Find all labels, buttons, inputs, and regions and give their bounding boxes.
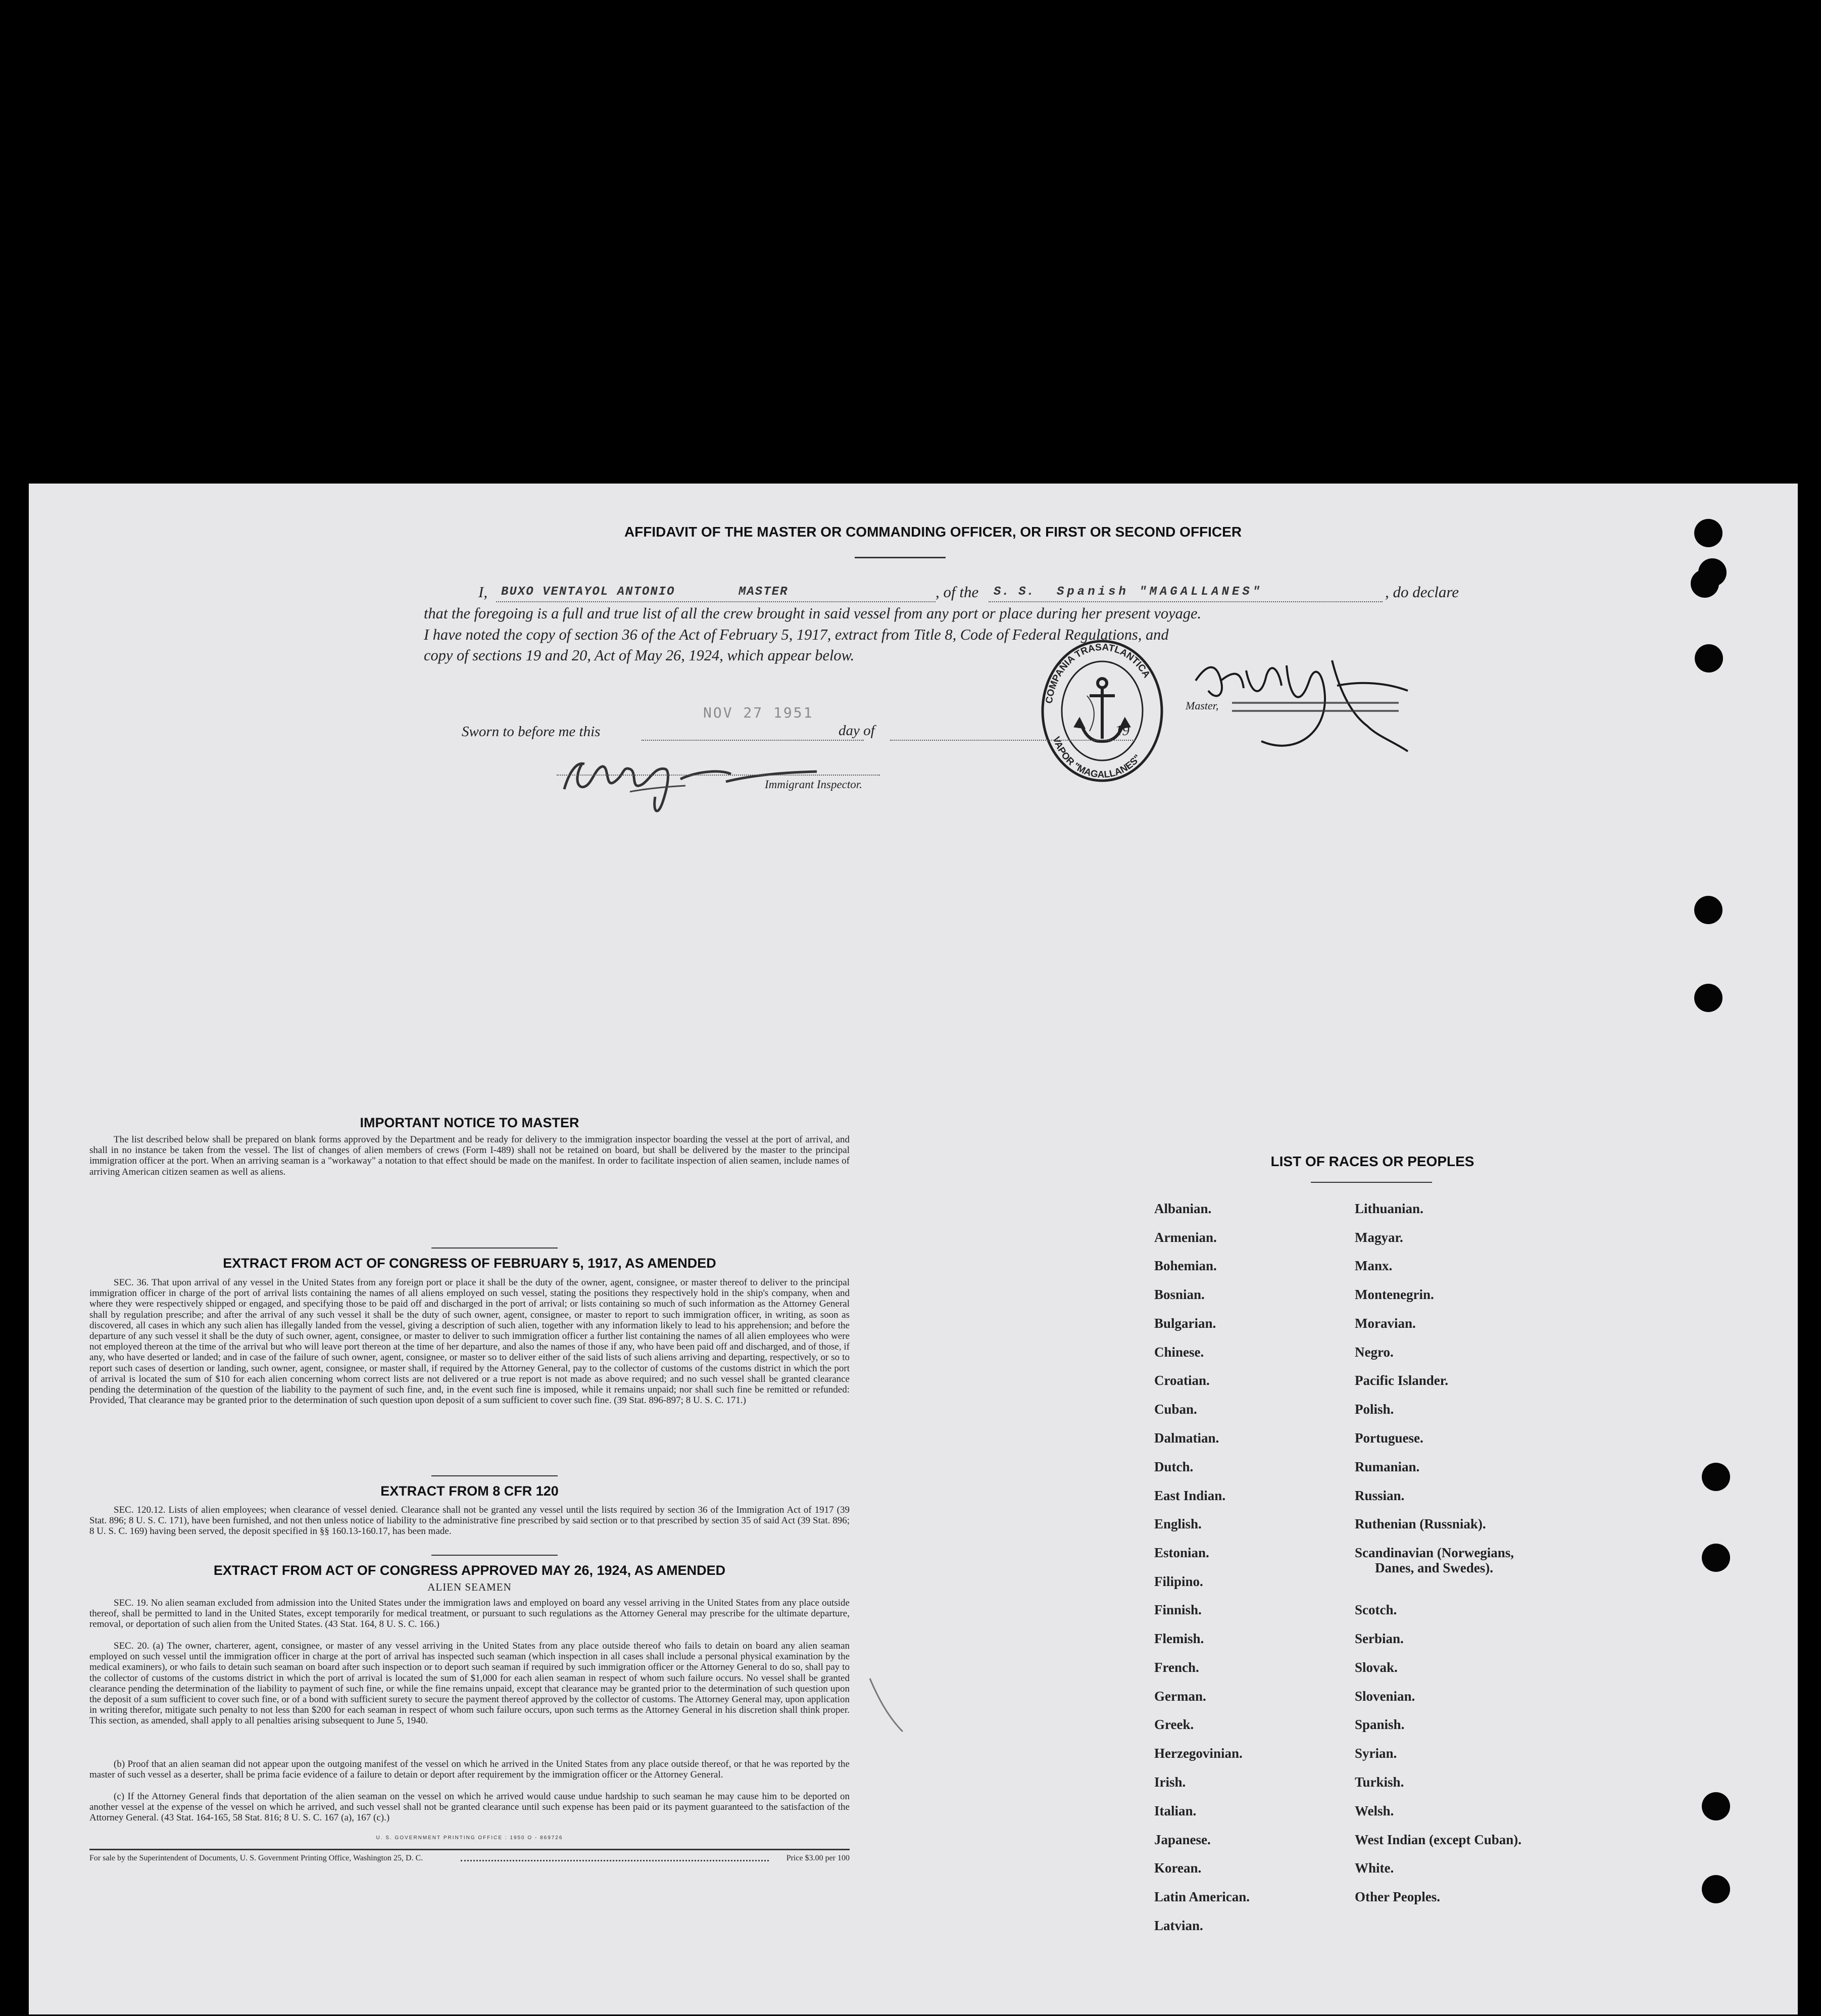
vessel-fill-line <box>989 601 1383 602</box>
race-item: Japanese. <box>1154 1832 1211 1847</box>
seal-ring-top: COMPAÑIA TRASATLANTICA <box>1044 642 1152 704</box>
declaration-line-4: copy of sections 19 and 20, Act of May 26, 1924, which appear below. <box>424 647 855 664</box>
day-of-label: day of <box>839 723 875 739</box>
notice-body: The list described below shall be prepared on blank forms approved by the Department and be ready for delivery to the immigration inspector boarding the vessel at the port of arrival, and shall in no instance be taken from the vessel. The list of changes of alien members of crews (Form I-489) shall not be retained on board, but shall be delivered by the master to the principal immigration officer at the port. When an arriving seaman is a "workaway" a notation to that effect should be made on the manifest. In order to facilitate inspection of alien seamen, include names of arriving American citizen seamen as well as aliens. <box>89 1134 850 1177</box>
race-item: Ruthenian (Russniak). <box>1355 1516 1486 1531</box>
punch-hole <box>1691 569 1719 598</box>
race-item: Montenegrin. <box>1355 1287 1434 1302</box>
intro-i: I, <box>478 583 488 601</box>
extract-1924-sec20a: SEC. 20. (a) The owner, charterer, agent, consignee, or master of any vessel arriving in the United States from any place outside thereof who fails to detain on board any alien seaman employed on such vessel until the immigration officer in charge at the port of arrival has inspected such seaman (which inspection in all cases shall include a personal physical examination by the medical examiners), or who fails to detain such seaman on board after such inspection or to deport such seaman if required by such immigration officer or the Attorney General to do so, shall pay to the collector of customs of the customs district in which the port of arrival is located the sum of $1,000 for each alien seaman in respect of whom such failure occurs. No vessel shall be granted clearance pending the determination of the liability to payment of such fine, or while the fine remains unpaid, except that clearance may be granted prior to the determination of such question upon the deposit of a sum sufficient to cover such fine, or of a bond with sufficient surety to secure the payment thereof approved by the collector of customs. The Attorney General may, upon application in writing therefor, mitigate such penalty to not less than $200 for each seaman in respect of whom such failure occurs, upon such terms as the Attorney General in his discretion shall think proper. This section, as amended, shall apply to all penalties arising subsequent to June 5, 1940. <box>89 1641 850 1726</box>
extract-1924-sec20b: (b) Proof that an alien seaman did not appear upon the outgoing manifest of the vessel on which he arrived in the United States from any place outside thereof, or that he was reported by the master of such vessel as a deserter, shall be prima facie evidence of a failure to detain or deport after requirement by the immigration officer or the Attorney General. <box>89 1759 850 1781</box>
extract-1917-title: EXTRACT FROM ACT OF CONGRESS OF FEBRUARY 5, 1917, AS AMENDED <box>223 1256 716 1271</box>
vessel-name: Spanish "MAGALLANES" <box>1057 585 1263 599</box>
pencil-mark <box>867 1676 908 1737</box>
race-item: Finnish. <box>1154 1602 1202 1617</box>
inspector-fill-line <box>557 775 880 776</box>
inspector-label: Immigrant Inspector. <box>765 778 862 791</box>
race-item: Turkish. <box>1355 1774 1404 1790</box>
footer-rule <box>89 1849 850 1850</box>
race-item: Bulgarian. <box>1154 1316 1216 1331</box>
race-item: English. <box>1154 1516 1202 1531</box>
race-item: Serbian. <box>1355 1631 1404 1646</box>
race-item: West Indian (except Cuban). <box>1355 1832 1522 1847</box>
extract-1917-body: SEC. 36. That upon arrival of any vessel in the United States from any foreign port or place it shall be the duty of the owner, agent, consignee, or master thereof to deliver to the principal immigration officer in charge of the port of arrival lists containing the names of all aliens employed on such vessel, stating the positions they respectively hold in the ship's company, when and where they were respectively shipped or engaged, and specifying those to be paid off and discharged in the port of arrival; or lists containing so much of such information as the Attorney General shall by regulation prescribe; and after the arrival of any such vessel it shall be the duty of such owner, agent, consignee, or master to report to such immigration officer, in writing, as soon as discovered, all cases in which any such alien has illegally landed from the vessel, giving a description of such alien, together with any information likely to lead to his apprehension; and before the departure of any such vessel it shall be the duty of such owner, agent, consignee, or master to deliver to such immigration officer a further list containing the names of all alien employees who were not employed thereon at the time of the arrival but who will leave port thereon at the time of her departure, and also the names of those if any, who have been paid off and discharged, and of those, if any, who have deserted or landed; and in case of the failure of such owner, agent, consignee, or master so to deliver either of the said lists of such aliens arriving and departing, respectively, or so to report such cases of desertion or landing, such owner, agent, consignee, or master shall, if required by the Attorney General, pay to the collector of customs of the customs district in which the port of arrival is located the sum of $10 for each alien concerning whom correct lists are not delivered or a true report is not made as above required; and no such vessel shall be granted clearance pending the determination of the question of the liability to the payment of such fine, and, in the event such fine is imposed, while it remains unpaid; nor shall such fine be remitted or refunded: Provided, That clearance may be granted prior to the determination of such question upon deposit of a sum sufficient to cover such fine. (39 Stat. 896-897; 8 U. S. C. 171.) <box>89 1277 850 1406</box>
gpo-line: U. S. GOVERNMENT PRINTING OFFICE : 1950 O - 869726 <box>376 1835 563 1841</box>
notice-section <box>89 1115 850 1862</box>
seal-ring-bottom: VAPOR "MAGALLANES" <box>1050 735 1144 781</box>
race-item: Bosnian. <box>1154 1287 1205 1302</box>
race-item: Manx. <box>1355 1258 1393 1273</box>
race-item: Latvian. <box>1154 1918 1203 1933</box>
race-item: Dutch. <box>1154 1459 1194 1474</box>
race-item: Irish. <box>1154 1774 1186 1790</box>
race-item: Rumanian. <box>1355 1459 1420 1474</box>
race-item: Cuban. <box>1154 1402 1197 1417</box>
race-item: Greek. <box>1154 1717 1194 1732</box>
race-item: Armenian. <box>1154 1230 1217 1245</box>
extract-cfr-title: EXTRACT FROM 8 CFR 120 <box>380 1483 559 1499</box>
notice-title: IMPORTANT NOTICE TO MASTER <box>360 1115 579 1130</box>
race-item: Magyar. <box>1355 1230 1403 1245</box>
extract-1924-sec19: SEC. 19. No alien seaman excluded from admission into the United States under the immigration laws and employed on board any vessel arriving in the United States from any place outside thereof, shall be permitted to land in the United States, except temporarily for medical treatment, or pursuant to such regulations as the Attorney General may prescribe for the ultimate departure, removal, or deportation of such alien from the United States. (43 Stat. 164, 8 U. S. C. 166.) <box>89 1598 850 1630</box>
officer-name: BUXO VENTAYOL ANTONIO <box>501 585 675 599</box>
races-title: LIST OF RACES OR PEOPLES <box>1270 1154 1474 1169</box>
sworn-fill-line <box>642 740 864 741</box>
race-item: Latin American. <box>1154 1889 1250 1904</box>
master-label: Master, <box>1186 699 1219 712</box>
race-item: Herzegovinian. <box>1154 1746 1243 1761</box>
race-item: Russian. <box>1355 1488 1405 1503</box>
ship-seal-stamp <box>1037 635 1168 787</box>
extract-1924-title: EXTRACT FROM ACT OF CONGRESS APPROVED MAY 26, 1924, AS AMENDED <box>213 1563 726 1578</box>
officer-rank: MASTER <box>739 585 789 599</box>
month-fill-line <box>890 740 1135 741</box>
race-item: Bohemian. <box>1154 1258 1217 1273</box>
races-title-rule <box>1311 1182 1432 1183</box>
section-rule <box>431 1475 558 1476</box>
race-item: White. <box>1355 1860 1394 1876</box>
punch-hole <box>1702 1792 1730 1820</box>
race-item: French. <box>1154 1660 1199 1675</box>
struck-out-title <box>1232 702 1399 712</box>
race-item: Slovak. <box>1355 1660 1398 1675</box>
race-item: Chinese. <box>1154 1345 1204 1360</box>
race-item: Slovenian. <box>1355 1689 1415 1704</box>
section-rule <box>431 1247 558 1249</box>
section-rule <box>431 1555 558 1556</box>
race-item: Portuguese. <box>1355 1430 1423 1446</box>
race-item: Filipino. <box>1154 1574 1203 1589</box>
race-item: Negro. <box>1355 1345 1394 1360</box>
race-item: Scandinavian (Norwegians, <box>1355 1545 1514 1560</box>
punch-hole <box>1694 519 1722 547</box>
punch-hole <box>1702 1875 1730 1903</box>
race-item: Croatian. <box>1154 1373 1210 1388</box>
race-item: Flemish. <box>1154 1631 1204 1646</box>
race-item: Polish. <box>1355 1402 1394 1417</box>
footer-left: For sale by the Superintendent of Documents, U. S. Government Printing Office, Washington 25, D. C. <box>89 1854 423 1862</box>
race-item: East Indian. <box>1154 1488 1226 1503</box>
race-item: Estonian. <box>1154 1545 1209 1560</box>
race-item: Dalmatian. <box>1154 1430 1219 1446</box>
affidavit-title: AFFIDAVIT OF THE MASTER OR COMMANDING OFFICER, OR FIRST OR SECOND OFFICER <box>624 524 1242 540</box>
race-item: Italian. <box>1154 1803 1197 1818</box>
title-rule <box>855 557 946 558</box>
race-item: Welsh. <box>1355 1803 1394 1818</box>
name-fill-line <box>496 601 936 602</box>
of-the-label: , of the <box>936 583 979 601</box>
footer-right: Price $3.00 per 100 <box>786 1854 850 1862</box>
punch-hole <box>1694 896 1722 924</box>
vessel-prefix: S. S. <box>994 585 1036 599</box>
sworn-label: Sworn to before me this <box>462 724 601 740</box>
extract-1924-sec20c: (c) If the Attorney General finds that deportation of the alien seaman on the vessel on which he arrived would cause undue hardship to such seaman he may cause him to be deported on another vessel at the expense of the vessel on which he arrived, and such vessel shall not be granted clearance until such expense has been paid or its payment guaranteed to the satisfaction of the Attorney General. (43 Stat. 164-165, 58 Stat. 816; 8 U. S. C. 167 (a), 167 (c).) <box>89 1791 850 1823</box>
footer-leader <box>461 1860 769 1861</box>
punch-hole <box>1694 984 1722 1012</box>
manifest-sheet <box>29 484 1798 2014</box>
race-item: Scotch. <box>1355 1602 1397 1617</box>
year-prefix: 19 <box>1115 723 1129 739</box>
declare-label: , do declare <box>1385 583 1459 601</box>
race-item: German. <box>1154 1689 1206 1704</box>
race-item: Danes, and Swedes). <box>1375 1560 1494 1575</box>
race-item: Pacific Islander. <box>1355 1373 1448 1388</box>
extract-1924-subtitle: ALIEN SEAMEN <box>427 1581 512 1593</box>
race-item: Korean. <box>1154 1860 1202 1876</box>
race-item: Spanish. <box>1355 1717 1405 1732</box>
punch-hole <box>1702 1463 1730 1491</box>
date-stamp: NOV 27 1951 <box>703 704 814 721</box>
race-item: Lithuanian. <box>1355 1201 1423 1216</box>
race-item: Other Peoples. <box>1355 1889 1440 1904</box>
race-item: Moravian. <box>1355 1316 1416 1331</box>
punch-hole <box>1695 644 1723 673</box>
race-item: Syrian. <box>1355 1746 1397 1761</box>
punch-hole <box>1702 1544 1730 1572</box>
declaration-line-3: I have noted the copy of section 36 of the Act of February 5, 1917, extract from Title 8, Code of Federal Regulations, and <box>424 626 1169 643</box>
race-item: Albanian. <box>1154 1201 1212 1216</box>
declaration-line-2: that the foregoing is a full and true list of all the crew brought in said vessel from any port or place during her present voyage. <box>424 605 1202 622</box>
extract-cfr-body: SEC. 120.12. Lists of alien employees; when clearance of vessel denied. Clearance shall not be granted any vessel until the lists required by section 36 of the Immigration Act of 1917 (39 Stat. 896; 8 U. S. C. 171), have been furnished, and not then unless notice of liability to the administrative fine prescribed by said section or to that prescribed by section 35 of said Act (39 Stat. 896; 8 U. S. C. 169) having been served, the deposit specified in §§ 160.13-160.17, has been made. <box>89 1505 850 1537</box>
